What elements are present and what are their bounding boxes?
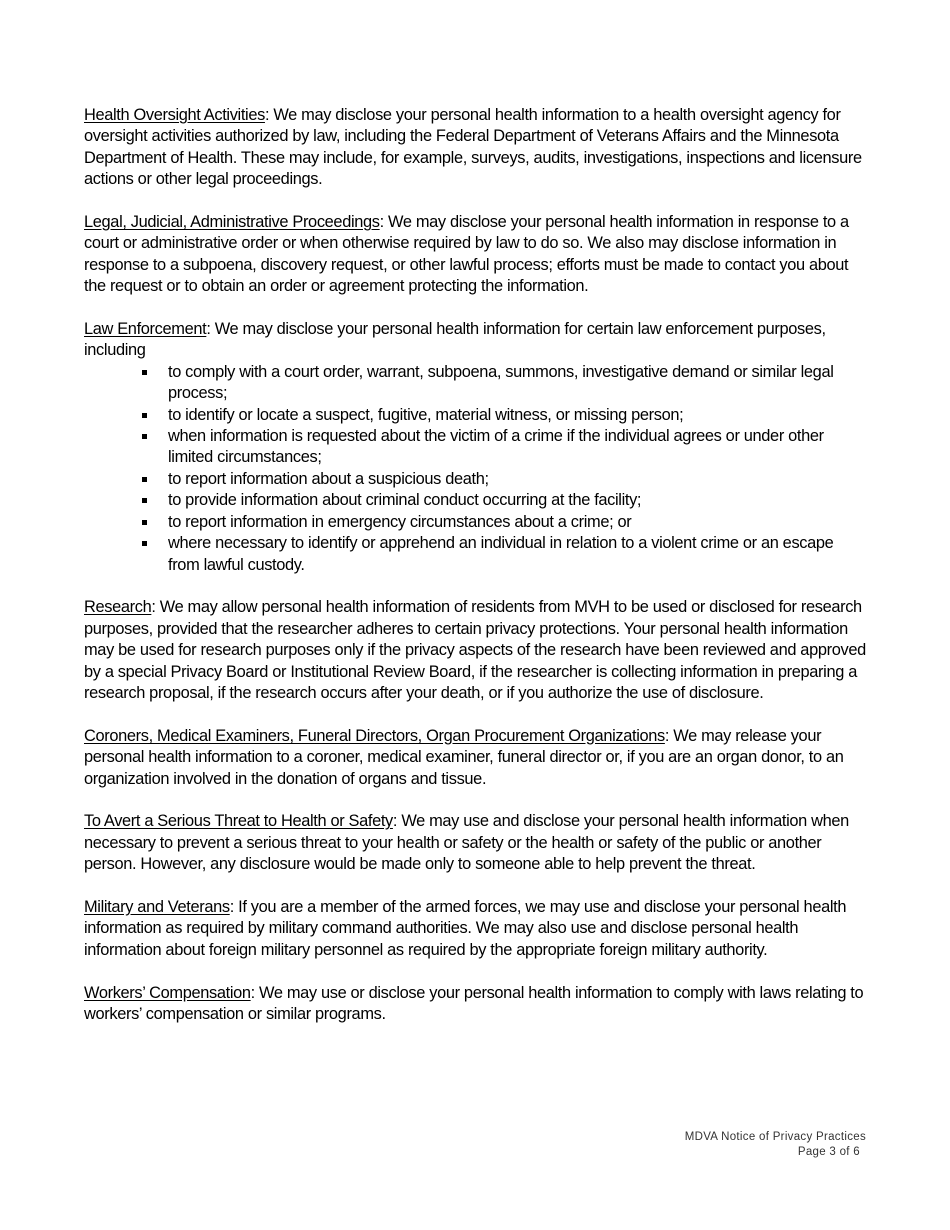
section-paragraph	[84, 212, 869, 298]
square-bullet-icon	[142, 434, 147, 439]
section-heading: Law Enforcement	[84, 320, 207, 339]
section-text: : We may use or disclose your personal health information to comply with laws relating to workers’ compensation or similar programs.	[84, 983, 864, 1023]
list-item	[168, 469, 869, 490]
section-paragraph	[84, 319, 869, 362]
section-workers-compensation	[84, 983, 869, 1026]
section-text: : We may disclose your personal health information for certain law enforcement purposes, including	[84, 320, 826, 360]
page-footer	[685, 1130, 866, 1160]
list-item-text: to report information in emergency circumstances about a crime; or	[168, 512, 632, 531]
list-item	[168, 405, 869, 426]
square-bullet-icon	[142, 413, 147, 418]
list-item-text: to report information about a suspicious death;	[168, 469, 489, 488]
section-paragraph	[84, 597, 869, 704]
list-item	[168, 512, 869, 533]
section-health-oversight	[84, 105, 869, 191]
footer-document-title: MDVA Notice of Privacy Practices	[684, 1131, 866, 1143]
list-item	[168, 362, 869, 405]
section-heading: Health Oversight Activities	[84, 106, 265, 124]
section-legal-proceedings	[84, 212, 869, 298]
section-heading: Coroners, Medical Examiners, Funeral Directors, Organ Procurement Organizations	[84, 726, 665, 745]
section-heading: Workers’ Compensation	[84, 983, 251, 1002]
square-bullet-icon	[142, 477, 147, 482]
law-enforcement-bullet-list	[84, 362, 869, 576]
square-bullet-icon	[142, 541, 147, 546]
list-item	[168, 533, 869, 576]
section-serious-threat	[84, 811, 869, 875]
section-paragraph	[84, 811, 869, 875]
section-text: : We may disclose your personal health information in response to a court or administrative order or when otherwise required by law to do so. We also may disclose information in response to a subpoena, discovery request, or other lawful process; efforts must be made to contact you about the request or to obtain an order or agreement protecting the information.	[84, 213, 849, 296]
section-paragraph	[84, 726, 869, 790]
section-text: : We may disclose your personal health information to a health oversight agency for oversight activities authorized by law, including the Federal Department of Veterans Affairs and the Minnesota Department of Health. These may include, for example, surveys, audits, investigations, inspections and licensure actions or other legal proceedings.	[84, 106, 862, 189]
list-item	[168, 426, 869, 469]
list-item	[168, 490, 869, 511]
section-heading: Legal, Judicial, Administrative Proceedings	[84, 213, 380, 232]
section-paragraph	[84, 983, 869, 1026]
section-heading: To Avert a Serious Threat to Health or Safety	[84, 812, 393, 831]
section-research	[84, 597, 869, 704]
section-text: : We may release your personal health information to a coroner, medical examiner, funeral director or, if you are an organ donor, to an organization involved in the donation of organs and tissue.	[84, 726, 844, 788]
section-heading: Military and Veterans	[84, 897, 230, 916]
list-item-text: where necessary to identify or apprehend an individual in relation to a violent crime or an escape from lawful custody.	[168, 534, 834, 574]
list-item-text: to comply with a court order, warrant, subpoena, summons, investigative demand or similar legal process;	[168, 362, 834, 403]
list-item-text: to provide information about criminal conduct occurring at the facility;	[168, 491, 642, 510]
section-text: : If you are a member of the armed forces, we may use and disclose your personal health information as required by military command authorities. We may also use and disclose personal health information about foreign military personnel as required by the appropriate foreign military authority.	[84, 897, 847, 959]
section-military-veterans	[84, 897, 869, 961]
section-law-enforcement	[84, 319, 869, 576]
section-text: : We may use and disclose your personal health information when necessary to prevent a serious threat to your health or safety or the health or safety of the public or another person. However, any disclosure would be made only to someone able to help prevent the threat.	[84, 812, 849, 874]
section-text: : We may allow personal health information of residents from MVH to be used or disclosed for research purposes, provided that the researcher adheres to certain privacy protections. Your personal health information may be used for research purposes only if the privacy aspects of the research have been reviewed and approved by a special Privacy Board or Institutional Review Board, if the researcher is collecting information in preparing a research proposal, if the research occurs after your death, or if you authorize the use of disclosure.	[84, 598, 866, 702]
document-body	[84, 105, 869, 1047]
section-coroners	[84, 726, 869, 790]
square-bullet-icon	[142, 520, 147, 525]
square-bullet-icon	[142, 498, 147, 503]
square-bullet-icon	[142, 370, 147, 375]
section-heading: Research	[84, 598, 152, 617]
footer-page-number: Page 3 of 6	[797, 1146, 860, 1158]
section-paragraph	[84, 897, 869, 961]
list-item-text: to identify or locate a suspect, fugitive, material witness, or missing person;	[168, 405, 684, 424]
list-item-text: when information is requested about the victim of a crime if the individual agrees or under other limited circumstances;	[168, 427, 824, 467]
section-paragraph	[84, 105, 869, 191]
